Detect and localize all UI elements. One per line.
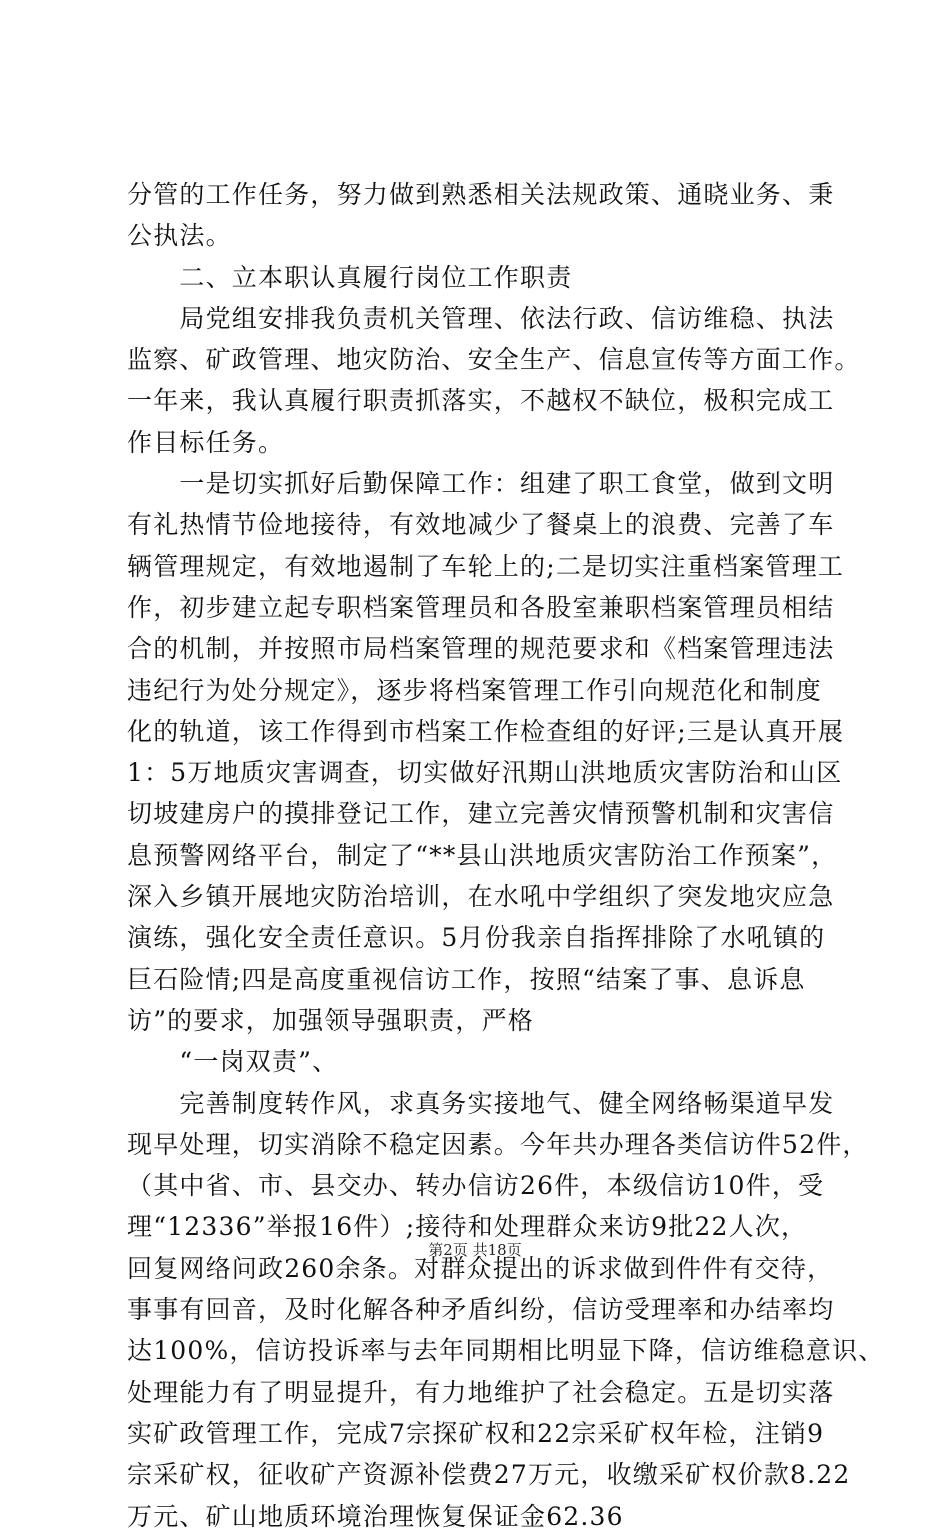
body-line: “一岗双责”、 (127, 1047, 339, 1077)
body-line: 理“12336”举报16件）;接待和处理群众来访9批22人次， (127, 1212, 808, 1242)
section-heading: 二、立本职认真履行岗位工作职责 (127, 262, 573, 292)
body-line: 化的轨道，该工作得到市档案工作检查组的好评;三是认真开展 (127, 716, 845, 746)
body-line: 演练，强化安全责任意识。5月份我亲自指挥排除了水吼镇的 (127, 923, 826, 953)
body-line: 违纪行为处分规定》，逐步将档案管理工作引向规范化和制度 (127, 675, 822, 705)
body-line: 巨石险情;四是高度重视信访工作，按照“结案了事、息诉息 (127, 964, 806, 994)
body-line: 一年来，我认真履行职责抓落实，不越权不缺位，极积完成工 (127, 386, 835, 416)
body-line: 局党组安排我负责机关管理、依法行政、信访维稳、执法 (127, 303, 835, 333)
body-line: 合的机制，并按照市局档案管理的规范要求和《档案管理违法 (127, 634, 835, 664)
body-line: 一是切实抓好后勤保障工作：组建了职工食堂，做到文明 (127, 469, 835, 499)
body-line: 深入乡镇开展地灾防治培训，在水吼中学组织了突发地灾应急 (127, 882, 835, 912)
body-line: 事事有回音，及时化解各种矛盾纠纷，信访受理率和办结率均 (127, 1295, 835, 1325)
body-line: 切坡建房户的摸排登记工作，建立完善灾情预警机制和灾害信 (127, 799, 835, 829)
body-line: 万元、矿山地质环境治理恢复保证金62.36 (127, 1501, 624, 1531)
body-line: 监察、矿政管理、地灾防治、安全生产、信息宣传等方面工作。 (127, 345, 861, 375)
body-line: 分管的工作任务，努力做到熟悉相关法规政策、通晓业务、秉 (127, 180, 835, 209)
body-line: 完善制度转作风，求真务实接地气、健全网络畅渠道早发 (127, 1088, 835, 1118)
page-footer (0, 1240, 950, 1260)
body-line: 实矿政管理工作，完成7宗探矿权和22宗采矿权年检，注销9 (127, 1418, 825, 1448)
body-line: 访”的要求，加强领导强职责，严格 (127, 1005, 534, 1035)
body-line: 宗采矿权，征收矿产资源补偿费27万元，收缴采矿权价款8.22 (127, 1460, 851, 1490)
body-line: 息预警网络平台，制定了“**县山洪地质灾害防治工作预案”， (127, 840, 838, 870)
body-line: 辆管理规定，有效地遏制了车轮上的;二是切实注重档案管理工 (127, 551, 845, 581)
body-line: 作，初步建立起专职档案管理员和各股室兼职档案管理员相结 (127, 592, 835, 622)
page-number-label: 第2页 共18页 (428, 1241, 522, 1259)
body-line: 回复网络问政260余条。对群众提出的诉求做到件件有交待， (127, 1253, 834, 1283)
body-line: 处理能力有了明显提升，有力地维护了社会稳定。五是切实落 (127, 1377, 835, 1407)
document-body (127, 174, 885, 1537)
body-line: 达100%，信访投诉率与去年同期相比明显下降，信访维稳意识、 (127, 1336, 885, 1366)
body-line: 现早处理，切实消除不稳定因素。今年共办理各类信访件52件， (127, 1129, 869, 1159)
body-line: 作目标任务。 (127, 427, 285, 457)
body-line: 有礼热情节俭地接待，有效地减少了餐桌上的浪费、完善了车 (127, 510, 835, 540)
body-line: （其中省、市、县交办、转办信访26件，本级信访10件，受 (127, 1171, 825, 1201)
body-line: 公执法。 (127, 221, 232, 251)
body-line: 1：5万地质灾害调查，切实做好汛期山洪地质灾害防治和山区 (127, 758, 843, 788)
